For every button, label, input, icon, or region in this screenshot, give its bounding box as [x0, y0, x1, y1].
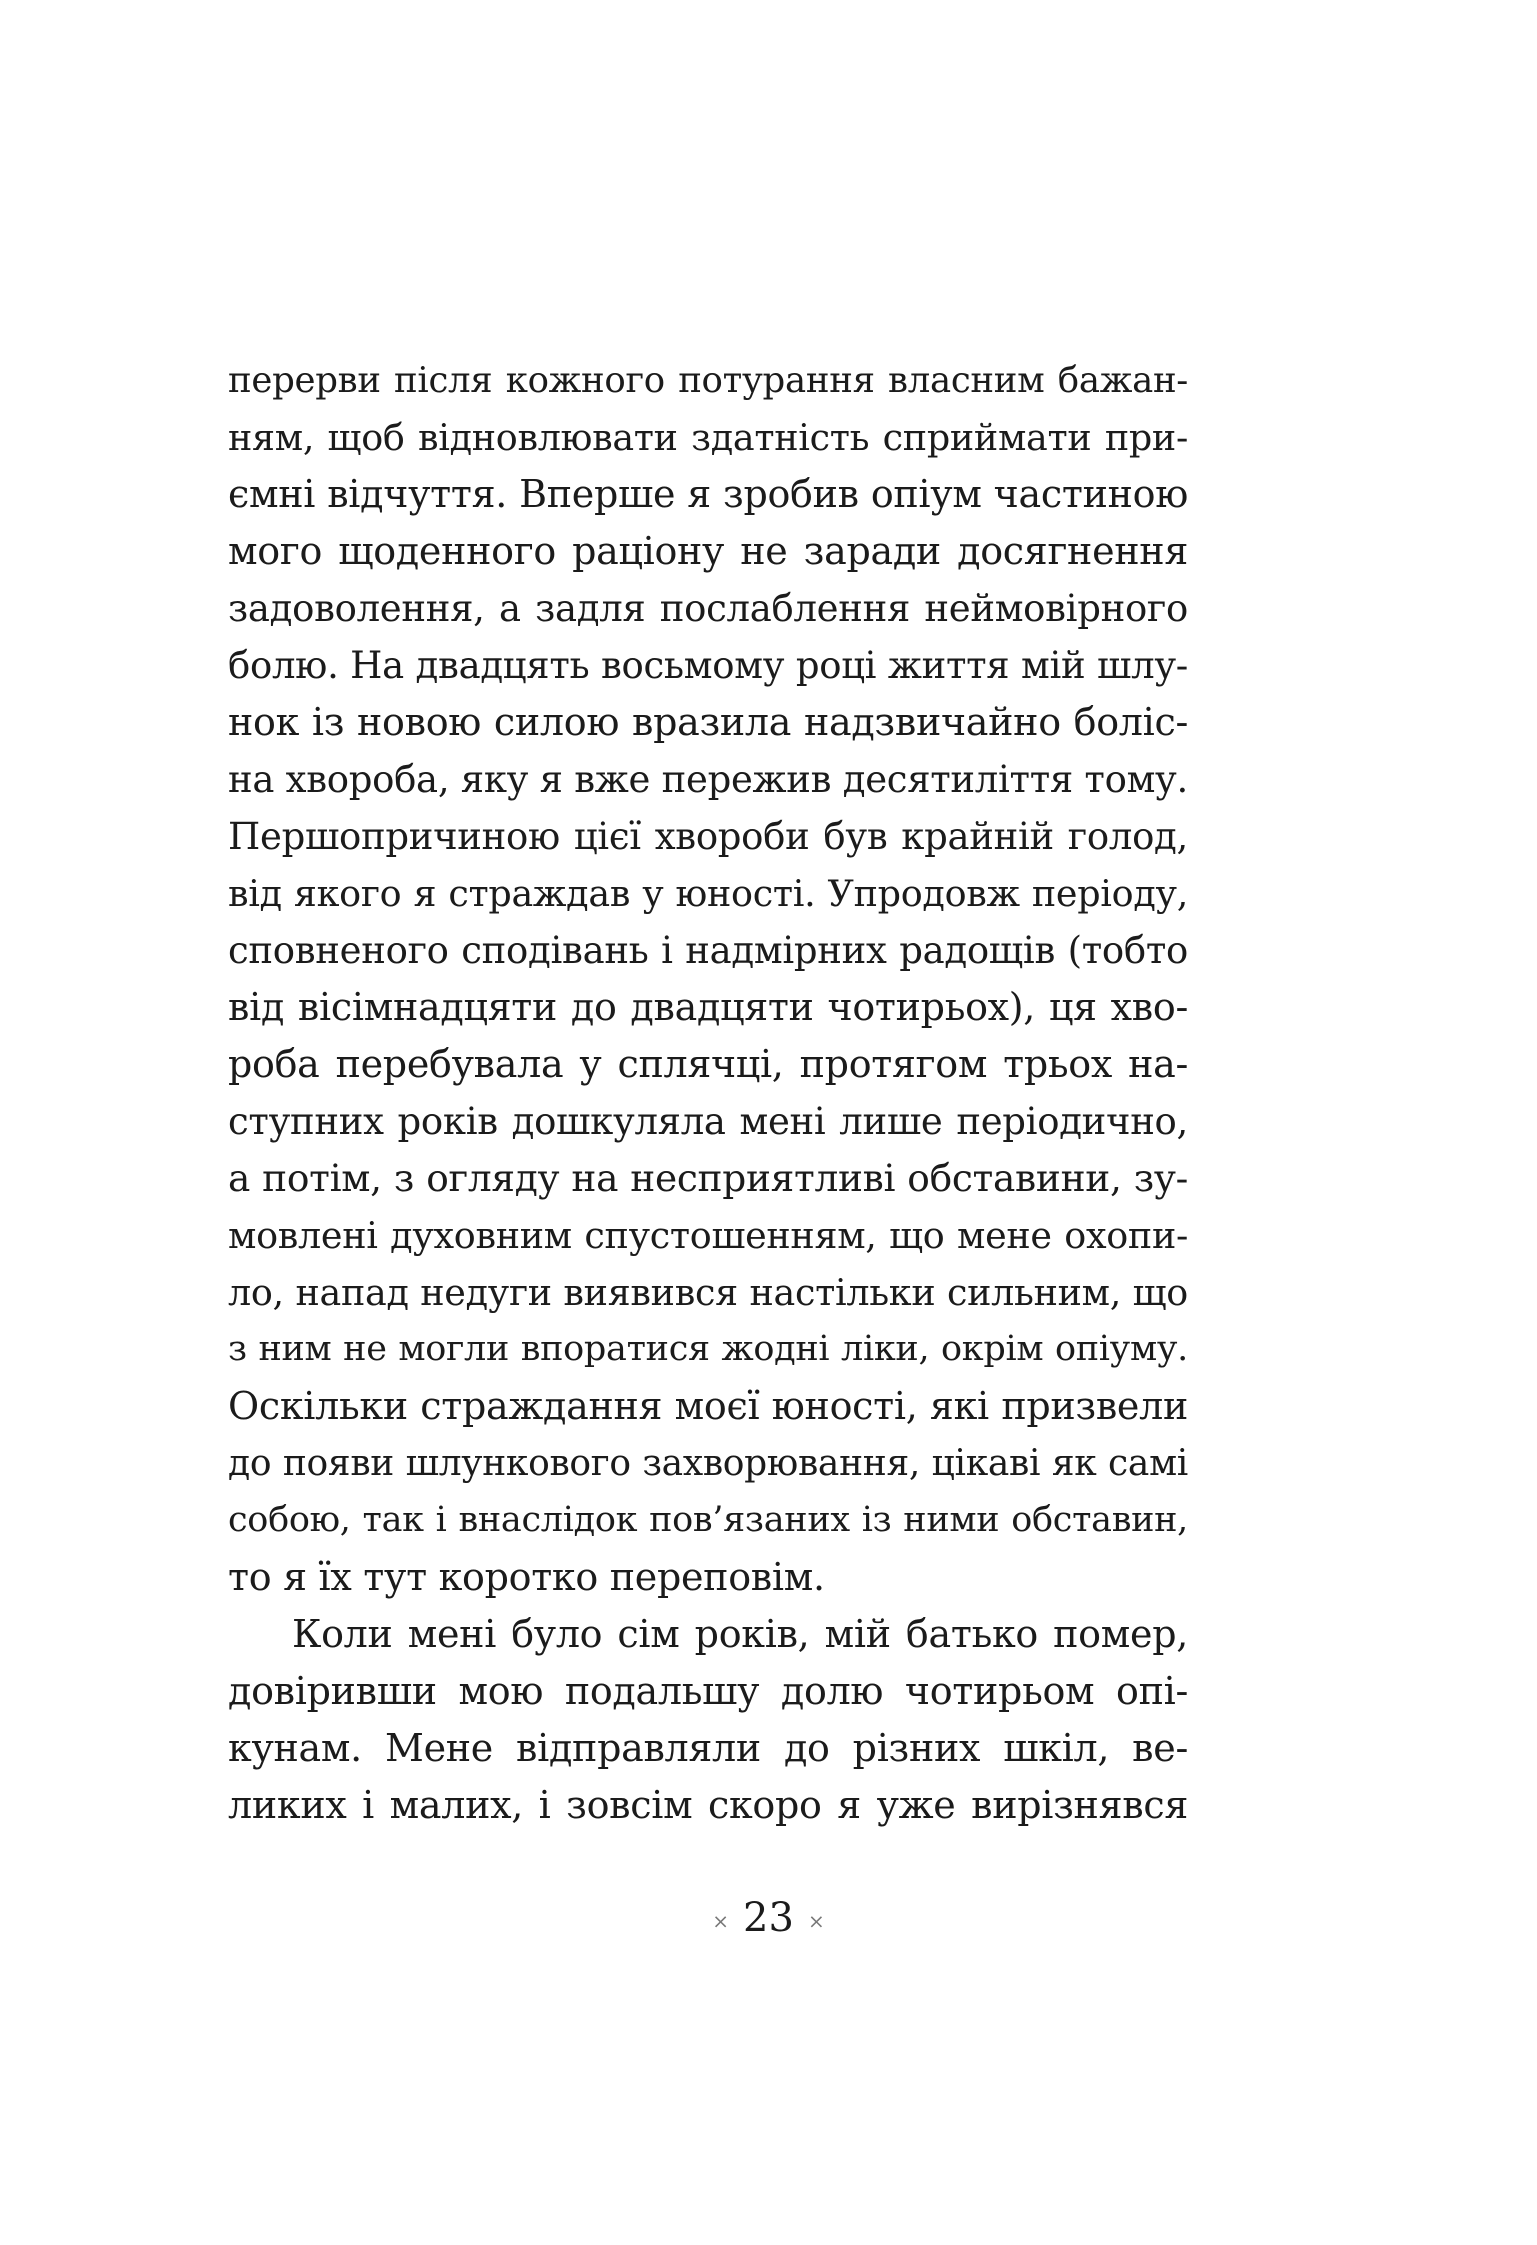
text-line: до появи шлункового захворювання, цікаві як самі — [228, 1443, 1188, 1484]
text-line: сповненого сподівань і надмірних радощів (тобто — [228, 929, 1188, 972]
body-text — [228, 352, 1188, 1834]
text-line: кунам. Мене відправляли до різних шкіл, ве- — [228, 1726, 1188, 1770]
text-line: ликих і малих, і зовсім скоро я уже вирізнявся — [228, 1783, 1188, 1827]
text-line: Коли мені було сім років, мій батько помер, — [292, 1612, 1188, 1656]
text-line: мого щоденного раціону не заради досягнення — [228, 529, 1188, 573]
text-line: Першопричиною цієї хвороби був крайній голод, — [228, 815, 1188, 858]
text-line: нок із новою силою вразила надзвичайно боліс- — [228, 700, 1188, 744]
page-number-footer — [0, 1890, 1537, 1949]
text-line: ло, напад недуги виявився настільки сильним, що — [228, 1271, 1188, 1314]
paragraph-1 — [228, 352, 1188, 1606]
text-line: довіривши мою подальшу долю чотирьом опі- — [228, 1669, 1188, 1713]
ornament-left-icon: × — [712, 1909, 730, 1933]
text-line: Оскільки страждання моєї юності, які призвели — [228, 1384, 1188, 1428]
paragraph-2 — [228, 1606, 1188, 1834]
text-line: мовлені духовним спустошенням, що мене охопи- — [228, 1214, 1188, 1257]
text-line: болю. На двадцять восьмому році життя мій шлу- — [228, 644, 1188, 687]
text-line: задоволення, а задля послаблення неймовірного — [228, 587, 1188, 630]
text-line: а потім, з огляду на несприятливі обставини, зу- — [228, 1156, 1188, 1200]
text-line: ступних років дошкуляла мені лише періодично, — [228, 1100, 1188, 1143]
text-line: то я їх тут коротко переповім. — [228, 1555, 825, 1599]
text-line: собою, так і внаслідок пов’язаних із ними обставин, — [228, 1500, 1188, 1540]
text-line: ням, щоб відновлювати здатність сприймати при- — [228, 416, 1188, 459]
text-line: від якого я страждав у юності. Упродовж періоду, — [228, 872, 1188, 915]
page-number: 23 — [743, 1895, 794, 1941]
text-line: роба перебувала у сплячці, протягом трьох на- — [228, 1042, 1188, 1086]
text-line: ємні відчуття. Вперше я зробив опіум частиною — [228, 472, 1188, 516]
text-line: від вісімнадцяти до двадцяти чотирьох), ця хво- — [228, 985, 1188, 1029]
ornament-right-icon: × — [807, 1909, 825, 1933]
text-line: з ним не могли впоратися жодні ліки, окрім опіуму. — [228, 1329, 1188, 1369]
text-line: перерви після кожного потурання власним бажан- — [228, 360, 1188, 401]
text-line: на хвороба, яку я вже пережив десятиліття тому. — [228, 758, 1188, 801]
